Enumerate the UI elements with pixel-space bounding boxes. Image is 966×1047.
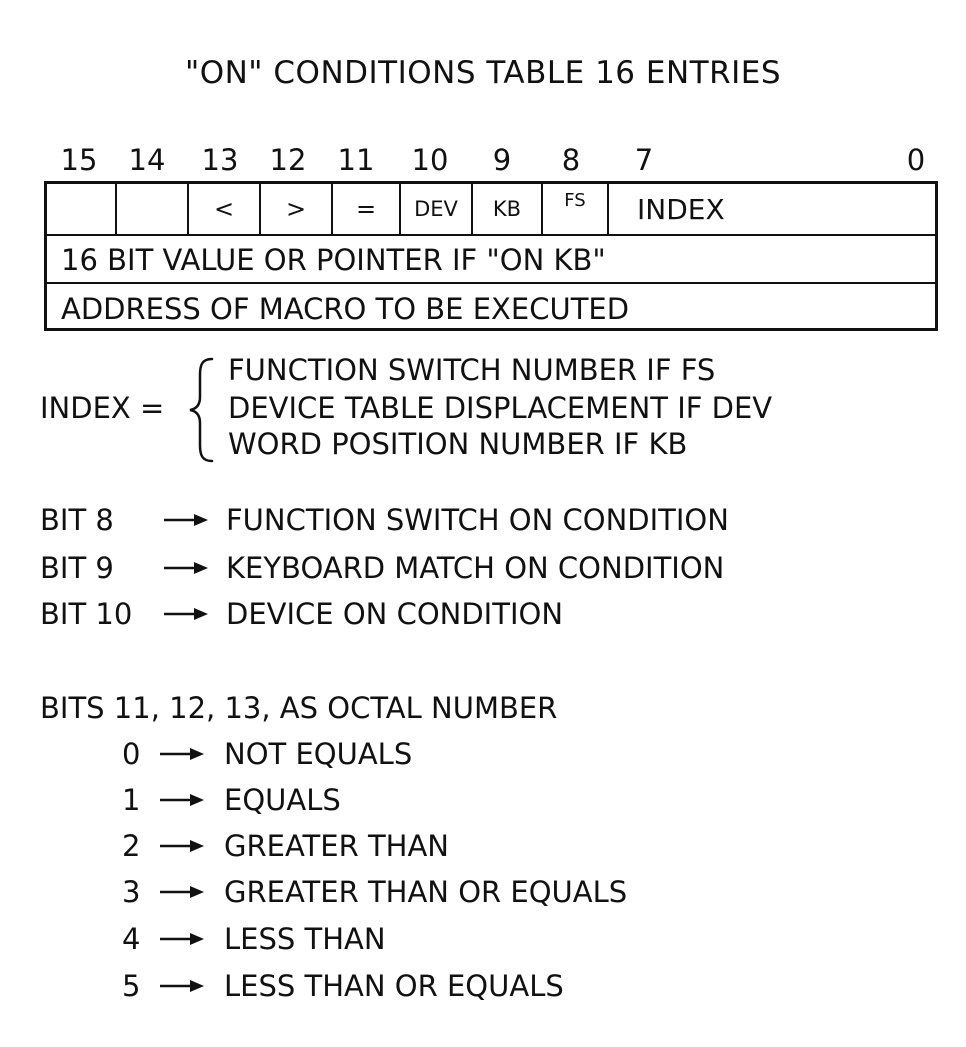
octal-meaning: GREATER THAN xyxy=(224,829,449,863)
index-option-kb: WORD POSITION NUMBER IF KB xyxy=(228,427,688,461)
row-divider xyxy=(47,282,935,284)
arrow-right-icon xyxy=(162,606,210,622)
bit-label: BIT 9 xyxy=(40,551,114,585)
arrow-right-icon xyxy=(158,838,206,854)
index-option-dev: DEVICE TABLE DISPLACEMENT IF DEV xyxy=(228,391,773,425)
octal-meaning: LESS THAN OR EQUALS xyxy=(224,969,564,1003)
octal-meaning: EQUALS xyxy=(224,783,341,817)
bit-field-14 xyxy=(117,184,189,234)
bit-number-7: 7 xyxy=(634,143,654,177)
bit-field-kb: KB xyxy=(473,184,543,234)
bit-number-13: 13 xyxy=(201,143,239,177)
bit-label: BIT 8 xyxy=(40,503,114,537)
index-option-fs: FUNCTION SWITCH NUMBER IF FS xyxy=(228,353,716,387)
bit-field-index: INDEX xyxy=(637,192,725,226)
bit-number-11: 11 xyxy=(337,143,375,177)
arrow-right-icon xyxy=(162,512,210,528)
arrow-right-icon xyxy=(158,978,206,994)
bit-meaning: FUNCTION SWITCH ON CONDITION xyxy=(226,503,729,537)
bit-number-12: 12 xyxy=(269,143,307,177)
diagram-title: "ON" CONDITIONS TABLE 16 ENTRIES xyxy=(184,55,782,91)
octal-heading: BITS 11, 12, 13, AS OCTAL NUMBER xyxy=(40,691,558,725)
octal-meaning: GREATER THAN OR EQUALS xyxy=(224,875,628,909)
register-address-row: ADDRESS OF MACRO TO BE EXECUTED xyxy=(61,292,630,326)
arrow-right-icon xyxy=(158,931,206,947)
bit-field-15 xyxy=(47,184,117,234)
octal-number: 0 xyxy=(122,737,141,771)
bit-number-10: 10 xyxy=(411,143,449,177)
octal-meaning: LESS THAN xyxy=(224,922,386,956)
register-layout-table xyxy=(44,181,938,331)
index-label: INDEX = xyxy=(40,391,165,425)
bit-meaning: KEYBOARD MATCH ON CONDITION xyxy=(226,551,725,585)
arrow-right-icon xyxy=(158,792,206,808)
arrow-right-icon xyxy=(158,746,206,762)
octal-number: 3 xyxy=(122,875,141,909)
bit-number-15: 15 xyxy=(60,143,98,177)
bit-meaning: DEVICE ON CONDITION xyxy=(226,597,564,631)
octal-number: 4 xyxy=(122,922,141,956)
bit-number-9: 9 xyxy=(492,143,512,177)
bit-number-8: 8 xyxy=(561,143,581,177)
octal-number: 2 xyxy=(122,829,141,863)
bit-field-less-than: < xyxy=(189,184,261,234)
register-value-row: 16 BIT VALUE OR POINTER IF "ON KB" xyxy=(61,243,606,277)
arrow-right-icon xyxy=(158,884,206,900)
arrow-right-icon xyxy=(162,560,210,576)
bit-field-equals: = xyxy=(333,184,401,234)
bit-field-fs: FS xyxy=(543,184,609,234)
bit-number-14: 14 xyxy=(128,143,166,177)
octal-meaning: NOT EQUALS xyxy=(224,737,413,771)
bit-field-greater-than: > xyxy=(261,184,333,234)
row-divider xyxy=(47,234,935,236)
register-control-row xyxy=(47,184,935,234)
octal-number: 5 xyxy=(122,969,141,1003)
octal-number: 1 xyxy=(122,783,141,817)
bit-field-dev: DEV xyxy=(401,184,473,234)
curly-brace-icon xyxy=(186,355,216,465)
bit-label: BIT 10 xyxy=(40,597,133,631)
bit-number-0: 0 xyxy=(906,143,926,177)
